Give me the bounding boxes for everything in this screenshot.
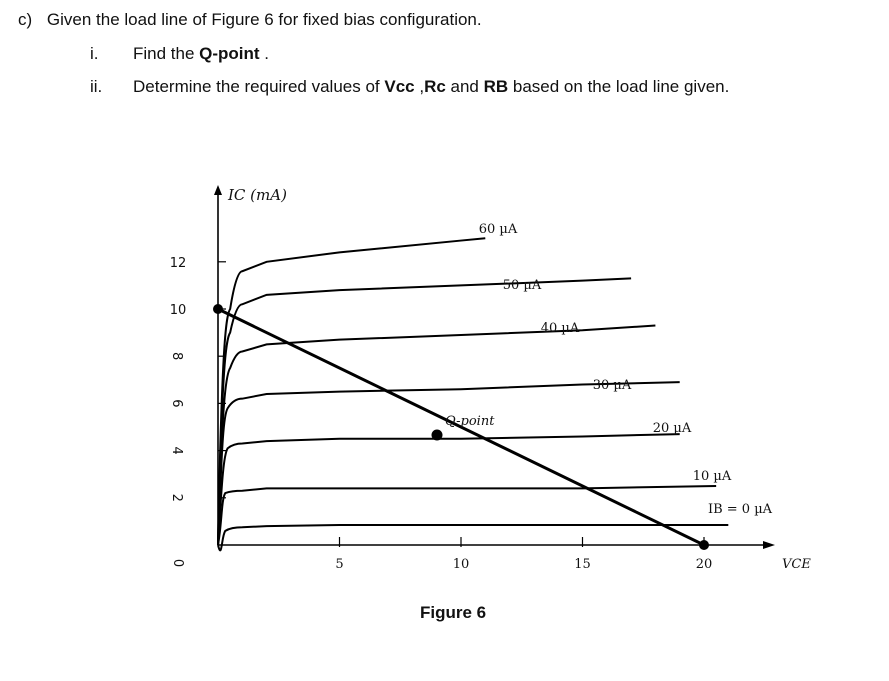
- characteristic-curve: [218, 434, 680, 545]
- question-prefix: c): [18, 10, 33, 29]
- item-text-bold: Q-point: [199, 44, 260, 63]
- question-text: Given the load line of Figure 6 for fixed bias configuration.: [46, 10, 482, 29]
- x-tick-label: 15: [574, 557, 591, 572]
- y-tick-label: 2: [169, 493, 184, 502]
- item-number: i.: [90, 44, 99, 63]
- figure-caption: Figure 6: [420, 603, 487, 622]
- item-text-part: ,: [414, 77, 425, 96]
- y-tick-label: 6: [169, 399, 184, 408]
- y-axis-label: IC (mA): [228, 186, 287, 204]
- curve-label: 60 µA: [478, 222, 518, 237]
- item-text-part: and: [445, 77, 484, 96]
- x-tick-label: 20: [695, 557, 713, 572]
- item-text-part: Determine the required values of: [133, 77, 385, 96]
- curve-label: 10 µA: [692, 469, 732, 484]
- y-tick-label: 4: [169, 446, 184, 455]
- item-text-part: .: [259, 44, 270, 63]
- curve-label: IB = 0 µA: [707, 502, 773, 517]
- load-line-end-y: [213, 304, 223, 314]
- curve-label: 20 µA: [652, 421, 692, 436]
- x-tick-label: 10: [452, 557, 470, 572]
- curve-label: 30 µA: [592, 378, 632, 393]
- characteristic-curve: [218, 382, 680, 545]
- item-text-part: based on the load line given.: [508, 77, 730, 96]
- y-axis-arrow: [214, 185, 222, 195]
- item-vcc: Vcc: [384, 77, 415, 96]
- x-tick-label: 5: [335, 557, 344, 572]
- y-tick-label: 12: [169, 255, 187, 271]
- origin-label: 0: [170, 558, 185, 568]
- item-rb: RB: [483, 77, 509, 96]
- curve-label: 50 µA: [502, 278, 542, 293]
- item-rc: Rc: [424, 77, 446, 96]
- q-point-label: Q-point: [445, 414, 495, 429]
- item-text-part: Find the: [133, 44, 200, 63]
- y-tick-label: 10: [169, 303, 187, 318]
- characteristic-curve: [218, 278, 631, 545]
- x-axis-arrow: [763, 541, 775, 549]
- y-tick-label: 8: [169, 352, 184, 361]
- q-point-marker: [432, 430, 443, 441]
- x-axis-label: VCE: [782, 557, 811, 572]
- item-number: ii.: [90, 77, 103, 96]
- characteristic-curve: [218, 525, 728, 550]
- curve-label: 40 µA: [540, 321, 580, 336]
- load-line-end-x: [699, 540, 709, 550]
